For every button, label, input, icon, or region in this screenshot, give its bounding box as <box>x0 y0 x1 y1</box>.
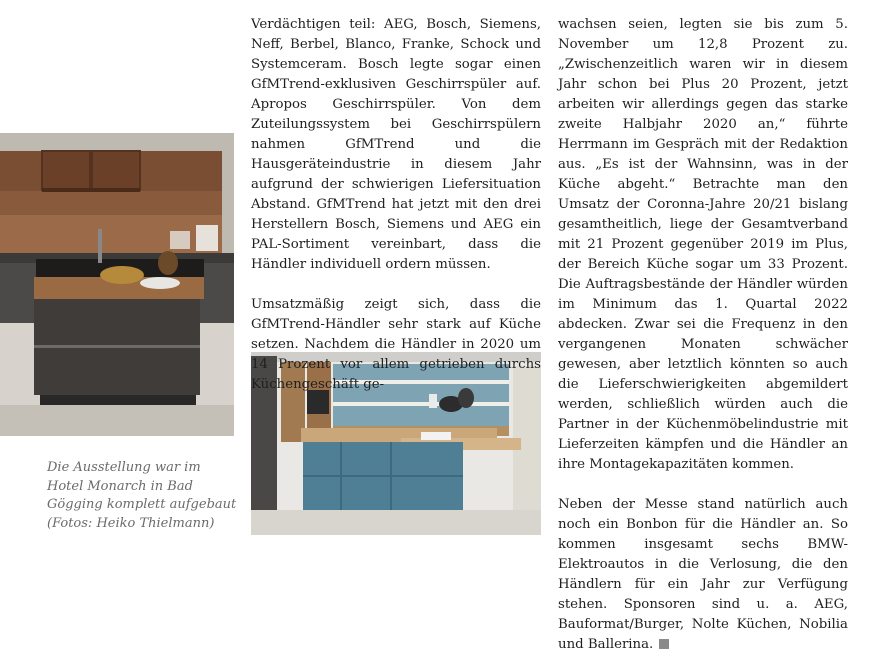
paragraph: Umsatzmäßig zeigt sich, dass die GfMTrend-Händler sehr stark auf Küche setzen. Nachdem die Händler in 2020 um 14 Prozent vor allem getrieben durchs Küchengeschäft ge- <box>251 297 541 392</box>
article-column-middle <box>251 15 541 395</box>
paragraph-text: Neben der Messe stand natürlich auch noch ein Bonbon für die Händler an. So kommen insgesamt sechs BMW-Elektroautos in die Verlosung, die den Händlern für ein Jahr zur Verfügung stehen. Sponsoren sind u. a. AEG, Bauformat/Burger, Nolte Küchen, Nobilia und Ballerina. <box>558 497 848 652</box>
paragraph: wachsen seien, legten sie bis zum 5. November um 12,8 Prozent zu. „Zwischenzeitlich waren wir in diesem Jahr schon bei Plus 20 Prozent, jetzt arbeiten wir allerdings gegen das starke zweite Halbjahr 2020 an,“ führte Herrmann im Gespräch mit der Redaktion aus. „Es ist der Wahnsinn, was in der Küche abgeht.“ Betrachte man den Umsatz der Coronna-Jahre 20/21 bislang gesamtheitlich, liege der Gesamtverband mit 21 Prozent gegenüber 2019 im Plus, der Bereich Küche sogar um 33 Prozent. Die Auftragsbestände der Händler würden im Minimum das 1. Quartal 2022 abdecken. Zwar sei die Frequenz in den vergangenen Monaten schwächer gewesen, aber letztlich könnten so auch die Lieferschwierigkeiten abgemildert werden, schließlich würden auch die Partner in der Küchenmöbelindustrie mit Lieferzeiten kämpfen und die Händler an ihre Montagekapazitäten kommen. <box>558 17 848 472</box>
paragraph-last <box>558 495 848 655</box>
end-of-article-mark <box>659 639 669 649</box>
photo-caption: Die Ausstellung war im Hotel Monarch in Bad Gögging komplett aufgebaut (Fotos: Heiko Thielmann) <box>47 460 237 531</box>
paragraph: Verdächtigen teil: AEG, Bosch, Siemens, Neff, Berbel, Blanco, Franke, Schock und Systemceram. Bosch legte sogar einen GfMTrend-exklusiven Geschirrspüler auf. Apropos Geschirrspüler. Von dem Zuteilungssystem bei Geschirrspülern nahmen GfMTrend und die Hausgeräteindustrie in diesem Jahr aufgrund der schwierigen Liefersituation Abstand. GfMTrend hat jetzt mit den drei Herstellern Bosch, Siemens und AEG ein PAL-Sortiment vereinbart, dass die Händler individuell ordern müssen. <box>251 17 541 272</box>
article-column-right <box>558 15 848 655</box>
kitchen-photo-dark-island <box>0 133 234 436</box>
